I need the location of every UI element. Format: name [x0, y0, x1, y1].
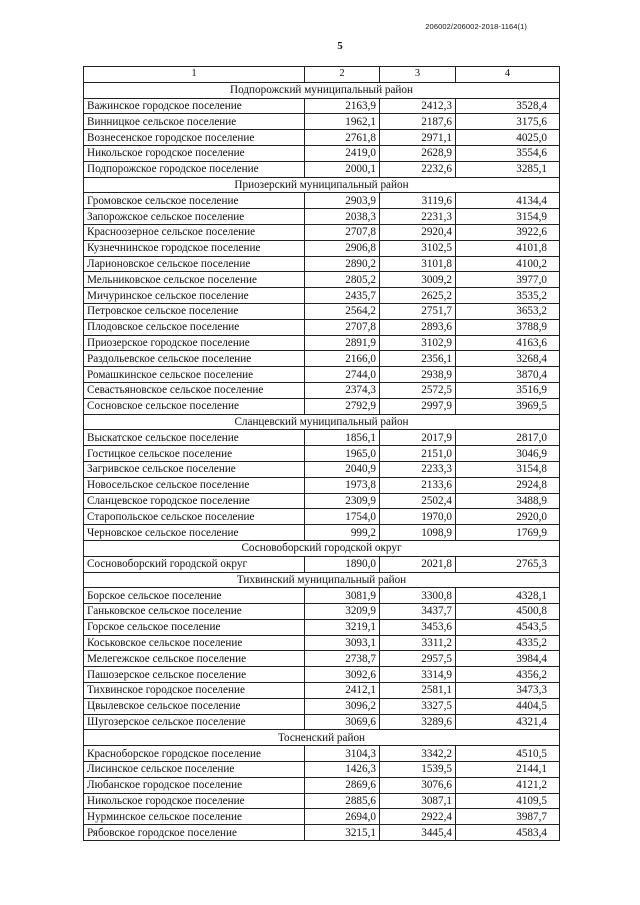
- value-col3-cell: 3102,5: [380, 240, 456, 256]
- table-row: [84, 351, 560, 367]
- table-row: [84, 114, 560, 130]
- settlement-name-cell: Кузнечнинское городское поселение: [84, 240, 305, 256]
- header-cell: 1: [84, 67, 305, 83]
- value-col3-cell: 2628,9: [380, 145, 456, 161]
- value-col2-cell: 2040,9: [305, 461, 380, 477]
- settlement-name-cell: Черновское сельское поселение: [84, 525, 305, 541]
- value-col2-cell: 3092,6: [305, 667, 380, 683]
- value-col3-cell: 2412,3: [380, 98, 456, 114]
- table-row: [84, 382, 560, 398]
- value-col4-cell: 3154,8: [456, 461, 560, 477]
- value-col4-cell: 3977,0: [456, 272, 560, 288]
- table-row: [84, 209, 560, 225]
- value-col4-cell: 4101,8: [456, 240, 560, 256]
- table-row: [84, 161, 560, 177]
- table-row: [84, 224, 560, 240]
- settlement-name-cell: Важинское городское поселение: [84, 98, 305, 114]
- value-col2-cell: 2435,7: [305, 288, 380, 304]
- table-row: [84, 98, 560, 114]
- settlement-name-cell: Красноозерное сельское поселение: [84, 224, 305, 240]
- table-row: [84, 493, 560, 509]
- settlement-name-cell: Петровское сельское поселение: [84, 303, 305, 319]
- settlement-name-cell: Любанское городское поселение: [84, 777, 305, 793]
- settlement-name-cell: Рябовское городское поселение: [84, 825, 305, 841]
- value-col2-cell: 2906,8: [305, 240, 380, 256]
- value-col4-cell: 4100,2: [456, 256, 560, 272]
- value-col3-cell: 3076,6: [380, 777, 456, 793]
- table-row: [84, 319, 560, 335]
- settlement-name-cell: Раздольевское сельское поселение: [84, 351, 305, 367]
- settlement-name-cell: Мичуринское сельское поселение: [84, 288, 305, 304]
- table-row: [84, 793, 560, 809]
- value-col2-cell: 3219,1: [305, 619, 380, 635]
- settlement-name-cell: Цвылевское сельское поселение: [84, 698, 305, 714]
- settlement-name-cell: Горское сельское поселение: [84, 619, 305, 635]
- value-col4-cell: 3175,6: [456, 114, 560, 130]
- value-col4-cell: 3285,1: [456, 161, 560, 177]
- value-col4-cell: 4109,5: [456, 793, 560, 809]
- value-col2-cell: 2374,3: [305, 382, 380, 398]
- value-col4-cell: 3987,7: [456, 809, 560, 825]
- value-col2-cell: 2738,7: [305, 651, 380, 667]
- settlement-name-cell: Тихвинское городское поселение: [84, 683, 305, 699]
- value-col3-cell: 2971,1: [380, 130, 456, 146]
- value-col3-cell: 1539,5: [380, 762, 456, 778]
- settlement-name-cell: Пашозерское сельское поселение: [84, 667, 305, 683]
- settlement-name-cell: Запорожское сельское поселение: [84, 209, 305, 225]
- settlement-name-cell: Плодовское сельское поселение: [84, 319, 305, 335]
- table-row: [84, 335, 560, 351]
- value-col2-cell: 2412,1: [305, 683, 380, 699]
- value-col2-cell: 2891,9: [305, 335, 380, 351]
- value-col4-cell: 4404,5: [456, 698, 560, 714]
- settlement-name-cell: Загривское сельское поселение: [84, 461, 305, 477]
- value-col4-cell: 1769,9: [456, 525, 560, 541]
- section-header-row: [84, 572, 560, 588]
- value-col4-cell: 3984,4: [456, 651, 560, 667]
- value-col2-cell: 1754,0: [305, 509, 380, 525]
- value-col4-cell: 4134,4: [456, 193, 560, 209]
- settlement-name-cell: Мельниковское сельское поселение: [84, 272, 305, 288]
- value-col3-cell: 2893,6: [380, 319, 456, 335]
- value-col4-cell: 3554,6: [456, 145, 560, 161]
- value-col3-cell: 1098,9: [380, 525, 456, 541]
- value-col4-cell: 2765,3: [456, 556, 560, 572]
- section-title: Сланцевский муниципальный район: [84, 414, 560, 430]
- value-col3-cell: 2502,4: [380, 493, 456, 509]
- table-row: [84, 367, 560, 383]
- table-row: [84, 762, 560, 778]
- table-body: [84, 67, 560, 841]
- settlement-name-cell: Гостицкое сельское поселение: [84, 446, 305, 462]
- table-row: [84, 477, 560, 493]
- value-col2-cell: 2694,0: [305, 809, 380, 825]
- value-col3-cell: 2625,2: [380, 288, 456, 304]
- value-col3-cell: 2017,9: [380, 430, 456, 446]
- section-header-row: [84, 177, 560, 193]
- value-col4-cell: 2817,0: [456, 430, 560, 446]
- value-col4-cell: 2920,0: [456, 509, 560, 525]
- table-row: [84, 288, 560, 304]
- settlement-name-cell: Ганьковское сельское поселение: [84, 604, 305, 620]
- value-col3-cell: 2021,8: [380, 556, 456, 572]
- value-col3-cell: 2922,4: [380, 809, 456, 825]
- value-col2-cell: 3104,3: [305, 746, 380, 762]
- value-col3-cell: 3300,8: [380, 588, 456, 604]
- value-col4-cell: 4025,0: [456, 130, 560, 146]
- table-row: [84, 698, 560, 714]
- value-col2-cell: 999,2: [305, 525, 380, 541]
- value-col3-cell: 2187,6: [380, 114, 456, 130]
- value-col4-cell: 4121,2: [456, 777, 560, 793]
- value-col4-cell: 4335,2: [456, 635, 560, 651]
- value-col2-cell: 2792,9: [305, 398, 380, 414]
- table-row: [84, 430, 560, 446]
- settlement-name-cell: Лисинское сельское поселение: [84, 762, 305, 778]
- table-row: [84, 130, 560, 146]
- value-col2-cell: 2038,3: [305, 209, 380, 225]
- value-col3-cell: 3009,2: [380, 272, 456, 288]
- value-col3-cell: 2233,3: [380, 461, 456, 477]
- value-col2-cell: 2885,6: [305, 793, 380, 809]
- settlement-name-cell: Мелегежское сельское поселение: [84, 651, 305, 667]
- value-col4-cell: 4543,5: [456, 619, 560, 635]
- table-row: [84, 651, 560, 667]
- value-col2-cell: 2805,2: [305, 272, 380, 288]
- settlement-name-cell: Сланцевское городское поселение: [84, 493, 305, 509]
- section-header-row: [84, 82, 560, 98]
- section-header-row: [84, 730, 560, 746]
- value-col4-cell: 4321,4: [456, 714, 560, 730]
- value-col2-cell: 3209,9: [305, 604, 380, 620]
- table-row: [84, 604, 560, 620]
- value-col4-cell: 4500,8: [456, 604, 560, 620]
- table-row: [84, 683, 560, 699]
- settlement-name-cell: Шугозерское сельское поселение: [84, 714, 305, 730]
- value-col2-cell: 2163,9: [305, 98, 380, 114]
- value-col3-cell: 2581,1: [380, 683, 456, 699]
- value-col3-cell: 3289,6: [380, 714, 456, 730]
- settlement-name-cell: Сосновоборский городской округ: [84, 556, 305, 572]
- value-col2-cell: 2869,6: [305, 777, 380, 793]
- value-col2-cell: 3215,1: [305, 825, 380, 841]
- table-row: [84, 588, 560, 604]
- value-col4-cell: 2924,8: [456, 477, 560, 493]
- value-col3-cell: 3087,1: [380, 793, 456, 809]
- settlement-name-cell: Подпорожское городское поселение: [84, 161, 305, 177]
- value-col2-cell: 2707,8: [305, 224, 380, 240]
- table-row: [84, 303, 560, 319]
- settlement-name-cell: Сосновское сельское поселение: [84, 398, 305, 414]
- value-col2-cell: 2761,8: [305, 130, 380, 146]
- settlement-name-cell: Ромашкинское сельское поселение: [84, 367, 305, 383]
- table-row: [84, 746, 560, 762]
- table-row: [84, 619, 560, 635]
- value-col3-cell: 3311,2: [380, 635, 456, 651]
- value-col3-cell: 1970,0: [380, 509, 456, 525]
- value-col3-cell: 3453,6: [380, 619, 456, 635]
- settlement-name-cell: Ларионовское сельское поселение: [84, 256, 305, 272]
- settlement-name-cell: Севастьяновское сельское поселение: [84, 382, 305, 398]
- value-col4-cell: 3535,2: [456, 288, 560, 304]
- value-col3-cell: 3119,6: [380, 193, 456, 209]
- value-col3-cell: 2572,5: [380, 382, 456, 398]
- settlement-name-cell: Новосельское сельское поселение: [84, 477, 305, 493]
- header-cell: 3: [380, 67, 456, 83]
- settlement-name-cell: Никольское городское поселение: [84, 145, 305, 161]
- value-col2-cell: 1426,3: [305, 762, 380, 778]
- settlement-name-cell: Коськовское сельское поселение: [84, 635, 305, 651]
- settlement-name-cell: Винницкое сельское поселение: [84, 114, 305, 130]
- value-col2-cell: 2309,9: [305, 493, 380, 509]
- value-col2-cell: 1965,0: [305, 446, 380, 462]
- table-row: [84, 714, 560, 730]
- value-col3-cell: 2997,9: [380, 398, 456, 414]
- value-col4-cell: 2144,1: [456, 762, 560, 778]
- settlement-name-cell: Борское сельское поселение: [84, 588, 305, 604]
- value-col3-cell: 3437,7: [380, 604, 456, 620]
- value-col3-cell: 2151,0: [380, 446, 456, 462]
- page-number: 5: [337, 40, 343, 52]
- table-row: [84, 556, 560, 572]
- settlement-name-cell: Нурминское сельское поселение: [84, 809, 305, 825]
- value-col2-cell: 2744,0: [305, 367, 380, 383]
- value-col4-cell: 3268,4: [456, 351, 560, 367]
- value-col4-cell: 3488,9: [456, 493, 560, 509]
- settlement-name-cell: Приозерское городское поселение: [84, 335, 305, 351]
- value-col4-cell: 3516,9: [456, 382, 560, 398]
- table-row: [84, 240, 560, 256]
- value-col2-cell: 2166,0: [305, 351, 380, 367]
- document-code: 206002/206002-2018-1164(1): [425, 22, 527, 31]
- table-row: [84, 398, 560, 414]
- settlement-name-cell: Громовское сельское поселение: [84, 193, 305, 209]
- value-col2-cell: 1962,1: [305, 114, 380, 130]
- value-col3-cell: 3445,4: [380, 825, 456, 841]
- value-col4-cell: 3969,5: [456, 398, 560, 414]
- value-col3-cell: 3101,8: [380, 256, 456, 272]
- settlement-name-cell: Никольское городское поселение: [84, 793, 305, 809]
- table-row: [84, 446, 560, 462]
- value-col2-cell: 2903,9: [305, 193, 380, 209]
- table-row: [84, 145, 560, 161]
- settlement-name-cell: Выскатское сельское поселение: [84, 430, 305, 446]
- table-row: [84, 272, 560, 288]
- table-row: [84, 509, 560, 525]
- header-row: [84, 67, 560, 83]
- value-col3-cell: 2751,7: [380, 303, 456, 319]
- table-row: [84, 825, 560, 841]
- table-row: [84, 777, 560, 793]
- value-col3-cell: 2938,9: [380, 367, 456, 383]
- value-col2-cell: 3081,9: [305, 588, 380, 604]
- value-col3-cell: 3314,9: [380, 667, 456, 683]
- value-col4-cell: 3922,6: [456, 224, 560, 240]
- section-title: Подпорожский муниципальный район: [84, 82, 560, 98]
- value-col4-cell: 3528,4: [456, 98, 560, 114]
- value-col4-cell: 3653,2: [456, 303, 560, 319]
- table-row: [84, 461, 560, 477]
- table-row: [84, 667, 560, 683]
- value-col2-cell: 3093,1: [305, 635, 380, 651]
- section-title: Сосновоборский городской округ: [84, 540, 560, 556]
- value-col4-cell: 4328,1: [456, 588, 560, 604]
- data-table: [83, 66, 560, 841]
- value-col4-cell: 4356,2: [456, 667, 560, 683]
- settlement-name-cell: Вознесенское городское поселение: [84, 130, 305, 146]
- value-col2-cell: 3096,2: [305, 698, 380, 714]
- settlement-name-cell: Старопольское сельское поселение: [84, 509, 305, 525]
- value-col3-cell: 2356,1: [380, 351, 456, 367]
- value-col3-cell: 3102,9: [380, 335, 456, 351]
- value-col4-cell: 3154,9: [456, 209, 560, 225]
- section-title: Тосненский район: [84, 730, 560, 746]
- value-col3-cell: 2957,5: [380, 651, 456, 667]
- value-col2-cell: 2000,1: [305, 161, 380, 177]
- settlement-name-cell: Красноборское городское поселение: [84, 746, 305, 762]
- table-row: [84, 809, 560, 825]
- value-col4-cell: 3473,3: [456, 683, 560, 699]
- table-row: [84, 635, 560, 651]
- header-cell: 2: [305, 67, 380, 83]
- section-title: Приозерский муниципальный район: [84, 177, 560, 193]
- section-header-row: [84, 414, 560, 430]
- value-col4-cell: 4163,6: [456, 335, 560, 351]
- value-col2-cell: 1856,1: [305, 430, 380, 446]
- value-col2-cell: 1890,0: [305, 556, 380, 572]
- value-col2-cell: 2890,2: [305, 256, 380, 272]
- value-col2-cell: 2707,8: [305, 319, 380, 335]
- value-col4-cell: 4510,5: [456, 746, 560, 762]
- value-col3-cell: 2232,6: [380, 161, 456, 177]
- table-row: [84, 256, 560, 272]
- table-row: [84, 525, 560, 541]
- table-row: [84, 193, 560, 209]
- value-col3-cell: 2920,4: [380, 224, 456, 240]
- value-col4-cell: 3046,9: [456, 446, 560, 462]
- header-cell: 4: [456, 67, 560, 83]
- value-col3-cell: 3327,5: [380, 698, 456, 714]
- value-col3-cell: 2133,6: [380, 477, 456, 493]
- value-col2-cell: 1973,8: [305, 477, 380, 493]
- value-col4-cell: 3788,9: [456, 319, 560, 335]
- value-col4-cell: 4583,4: [456, 825, 560, 841]
- value-col4-cell: 3870,4: [456, 367, 560, 383]
- value-col2-cell: 2564,2: [305, 303, 380, 319]
- value-col3-cell: 2231,3: [380, 209, 456, 225]
- value-col2-cell: 2419,0: [305, 145, 380, 161]
- section-title: Тихвинский муниципальный район: [84, 572, 560, 588]
- section-header-row: [84, 540, 560, 556]
- value-col2-cell: 3069,6: [305, 714, 380, 730]
- value-col3-cell: 3342,2: [380, 746, 456, 762]
